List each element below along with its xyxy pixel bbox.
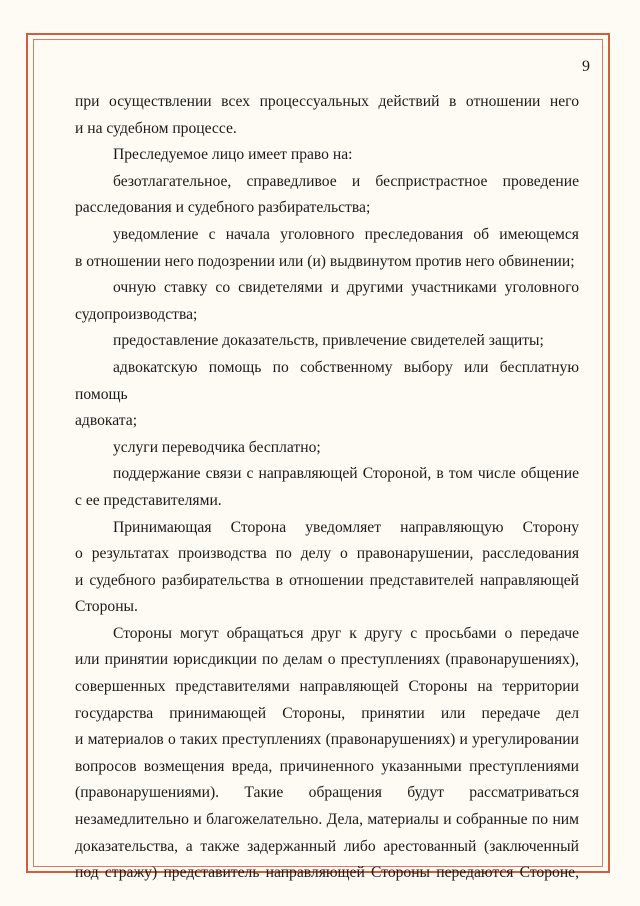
text-line: о результатах производства по делу о правонарушении, расследования bbox=[75, 545, 579, 563]
text-line: и судебного разбирательства в отношении представителей направляющей bbox=[75, 571, 579, 589]
text-line: услуги переводчика бесплатно; bbox=[113, 438, 321, 456]
text-line: безотлагательное, справедливое и беспристрастное проведение bbox=[113, 172, 579, 190]
text-line: доказательства, а также задержанный либо арестованный (заключенный bbox=[75, 837, 579, 855]
page-number: 9 bbox=[582, 58, 590, 75]
text-line: вопросов возмещения вреда, причиненного указанными преступлениями bbox=[75, 757, 579, 775]
text-line: расследования и судебного разбирательства; bbox=[75, 199, 371, 217]
document-body bbox=[75, 89, 579, 887]
text-line: (правонарушениями). Такие обращения будут рассматриваться bbox=[75, 784, 579, 802]
text-line: и материалов о таких преступлениях (правонарушениях) и урегулировании bbox=[75, 731, 579, 749]
text-line: государства принимающей Стороны, принятии или передаче дел bbox=[75, 704, 579, 722]
text-line: или принятии юрисдикции по делам о преступлениях (правонарушениях), bbox=[75, 651, 579, 669]
text-line: при осуществлении всех процессуальных действий в отношении него bbox=[75, 93, 579, 110]
text-line: уведомление с начала уголовного преследования об имеющемся bbox=[113, 225, 579, 243]
text-line: адвоката; bbox=[75, 412, 138, 430]
text-line: Стороны. bbox=[75, 598, 138, 616]
text-line: под стражу) представитель направляющей Стороны передаются Стороне, bbox=[75, 864, 579, 882]
text-line: Преследуемое лицо имеет право на: bbox=[113, 146, 353, 164]
text-line: Принимающая Сторона уведомляет направляющую Сторону bbox=[113, 518, 579, 536]
text-line: Стороны могут обращаться друг к другу с просьбами о передаче bbox=[113, 624, 579, 642]
text-line: и на судебном процессе. bbox=[75, 119, 237, 137]
text-line: адвокатскую помощь по собственному выбору или бесплатную помощь bbox=[75, 358, 579, 403]
text-line: судопроизводства; bbox=[75, 305, 198, 323]
text-line: очную ставку со свидетелями и другими участниками уголовного bbox=[113, 279, 579, 297]
text-line: поддержание связи с направляющей Стороной, в том числе общение bbox=[113, 465, 579, 483]
text-line: в отношении него подозрении или (и) выдвинутом против него обвинении; bbox=[75, 252, 575, 270]
text-line: с ее представителями. bbox=[75, 491, 222, 509]
text-line: совершенных представителями направляющей Стороны на территории bbox=[75, 678, 579, 696]
text-line: незамедлительно и благожелательно. Дела, материалы и собранные по ним bbox=[75, 811, 579, 829]
text-line: предоставление доказательств, привлечение свидетелей защиты; bbox=[113, 332, 544, 350]
